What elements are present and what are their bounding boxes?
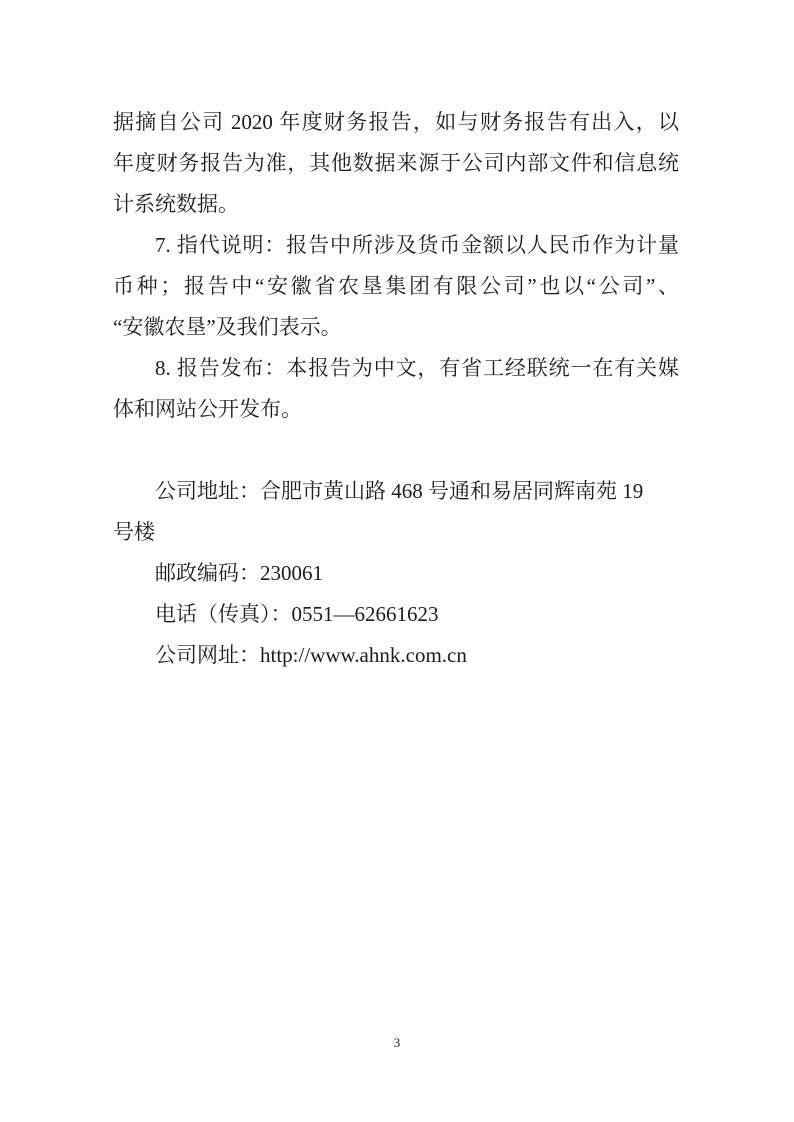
item-8-line-1: 8. 报告发布：本报告为中文，有省工经联统一在有关媒	[155, 356, 679, 380]
item-7-line-2: 币种；报告中“安徽省农垦集团有限公司”也以“公司”、	[113, 274, 679, 298]
website-line: 公司网址：http://www.ahnk.com.cn	[155, 643, 467, 667]
paragraph-continuation-line-3: 计系统数据。	[113, 192, 239, 216]
paragraph-continuation-line-2: 年度财务报告为准，其他数据来源于公司内部文件和信息统	[113, 151, 679, 175]
paragraph-continuation-line-1: 据摘自公司 2020 年度财务报告，如与财务报告有出入，以	[113, 110, 679, 134]
item-8-line-2: 体和网站公开发布。	[113, 397, 302, 421]
page-number: 3	[393, 1035, 401, 1050]
document-body	[113, 102, 679, 676]
company-address-line-1: 公司地址：合肥市黄山路 468 号通和易居同辉南苑 19	[155, 479, 644, 503]
postal-code-line: 邮政编码：230061	[155, 561, 323, 585]
phone-fax-line: 电话（传真）：0551—62661623	[155, 602, 439, 626]
item-7-line-1: 7. 指代说明：报告中所涉及货币金额以人民币作为计量	[155, 233, 679, 257]
company-address-line-2: 号楼	[113, 520, 155, 544]
item-7-line-3: “安徽农垦”及我们表示。	[113, 315, 342, 339]
